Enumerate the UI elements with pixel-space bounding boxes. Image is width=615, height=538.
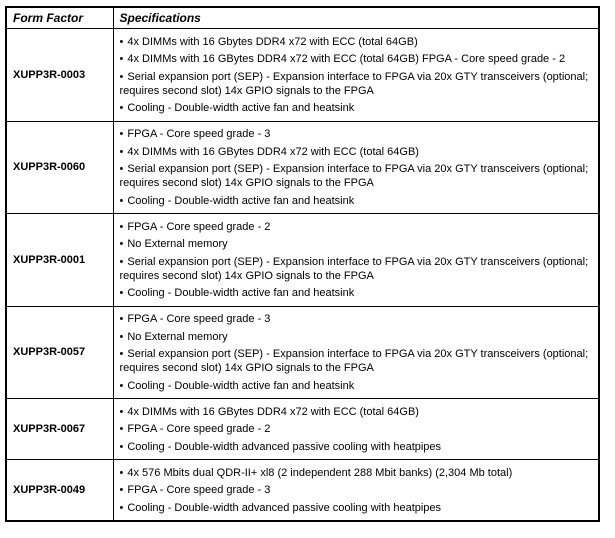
bullet-icon: • [119,484,124,496]
header-row [6,7,599,29]
spec-text: Cooling - Double-width advanced passive cooling with heatpipes [127,501,442,514]
bullet-icon: • [119,423,124,435]
bullet-icon: • [119,440,124,453]
spec-text: 4x DIMMs with 16 GBytes DDR4 x72 with ECC (total 64GB) FPGA - Core speed grade - 2 [127,53,566,65]
spec-text: FPGA - Core speed grade - 3 [127,313,271,325]
bullet-icon: • [119,466,124,479]
form-factor-cell: XUPP3R-0001 [6,214,113,307]
spec-item [120,237,593,251]
specs-cell [113,29,599,122]
bullet-icon: • [119,501,124,514]
spec-item [120,194,593,208]
spec-text: Cooling - Double-width active fan and heatsink [127,102,355,114]
spec-text: Serial expansion port (SEP) - Expansion interface to FPGA via 20x GTY transceivers (optional; requires second slot) 14x GPIO signals to the FPGA [119,70,589,97]
spec-item [120,312,593,326]
column-header-specifications: Specifications [113,7,599,29]
table-row [6,29,599,122]
specs-cell [113,306,599,399]
bullet-icon: • [119,348,124,360]
spec-text: Cooling - Double-width active fan and heatsink [127,379,355,392]
spec-item [120,347,593,375]
bullet-icon: • [119,70,124,83]
specs-cell [113,460,599,522]
spec-text: FPGA - Core speed grade - 2 [127,423,271,435]
spec-text: Cooling - Double-width advanced passive cooling with heatpipes [127,440,442,453]
spec-text: 4x 576 Mbits dual QDR-II+ xl8 (2 independent 288 Mbit banks) (2,304 Mb total) [127,466,513,479]
bullet-icon: • [119,330,124,343]
form-factor-cell: XUPP3R-0049 [6,460,113,522]
bullet-icon: • [119,405,124,418]
bullet-icon: • [119,53,124,65]
spec-text: FPGA - Core speed grade - 3 [127,484,271,496]
spec-item [120,405,593,419]
spec-item [120,35,593,49]
spec-item [120,440,593,454]
spec-text: FPGA - Core speed grade - 2 [127,220,271,233]
spec-item [120,101,593,115]
spec-text: Cooling - Double-width active fan and heatsink [127,194,355,207]
spec-text: Serial expansion port (SEP) - Expansion interface to FPGA via 20x GTY transceivers (optional; requires second slot) 14x GPIO signals to the FPGA [119,348,589,374]
table-row [6,121,599,214]
table-row [6,306,599,399]
spec-text: No External memory [127,330,228,343]
spec-item [120,162,593,190]
spec-item [120,255,593,283]
spec-item [120,422,593,436]
spec-item [120,52,593,66]
bullet-icon: • [119,313,124,325]
table-row [6,214,599,307]
spec-item [120,70,593,98]
spec-item [120,501,593,515]
spec-item [120,220,593,234]
spec-item [120,286,593,300]
bullet-icon: • [119,220,124,233]
form-factor-cell: XUPP3R-0067 [6,399,113,460]
form-factor-cell: XUPP3R-0060 [6,121,113,214]
bullet-icon: • [119,102,124,114]
bullet-icon: • [119,145,124,158]
spec-text: 4x DIMMs with 16 GBytes DDR4 x72 with ECC (total 64GB) [127,145,419,158]
bullet-icon: • [119,35,124,48]
form-factor-cell: XUPP3R-0057 [6,306,113,399]
bullet-icon: • [119,163,124,175]
spec-item [120,127,593,141]
specs-cell [113,121,599,214]
bullet-icon: • [119,128,124,140]
form-factor-cell: XUPP3R-0003 [6,29,113,122]
bullet-icon: • [119,194,124,207]
specs-cell [113,214,599,307]
spec-item [120,330,593,344]
spec-text: No External memory [127,238,228,250]
specs-cell [113,399,599,460]
table-row [6,399,599,460]
table-row [6,460,599,522]
bullet-icon: • [119,255,124,268]
form-factor-spec-table [5,6,600,522]
spec-text: 4x DIMMs with 16 Gbytes DDR4 x72 with ECC (total 64GB) [127,35,418,48]
spec-text: FPGA - Core speed grade - 3 [127,128,271,140]
spec-text: Serial expansion port (SEP) - Expansion interface to FPGA via 20x GTY transceivers (optional; requires second slot) 14x GPIO signals to the FPGA [119,163,589,189]
bullet-icon: • [119,379,124,392]
spec-item [120,483,593,497]
spec-item [120,145,593,159]
spec-text: Serial expansion port (SEP) - Expansion interface to FPGA via 20x GTY transceivers (optional; requires second slot) 14x GPIO signals to the FPGA [119,255,589,282]
spec-text: Cooling - Double-width active fan and heatsink [127,287,355,299]
bullet-icon: • [119,238,124,250]
spec-text: 4x DIMMs with 16 GBytes DDR4 x72 with ECC (total 64GB) [127,405,419,418]
spec-item [120,379,593,393]
column-header-form-factor: Form Factor [6,7,113,29]
bullet-icon: • [119,287,124,299]
spec-item [120,466,593,480]
